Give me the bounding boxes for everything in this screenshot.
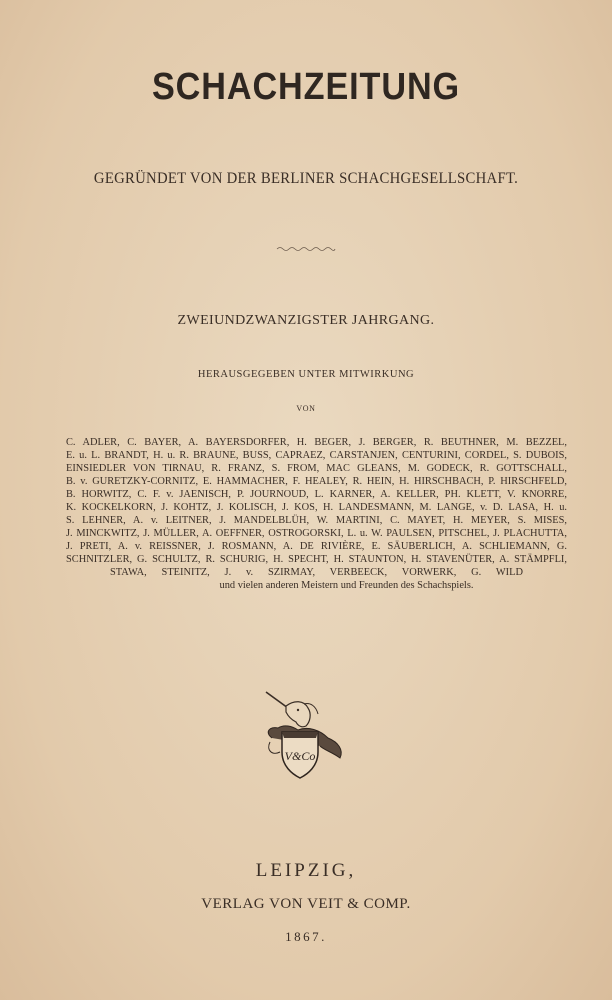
contributor-line: C. ADLER, C. BAYER, A. BAYERSDORFER, H. BEGER, J. BERGER, R. BEUTHNER, M. BEZZEL, (66, 437, 567, 448)
page-title: SCHACHZEITUNG (151, 66, 461, 108)
city: LEIPZIG, (255, 860, 357, 881)
contributor-line: E. u. L. BRANDT, H. u. R. BRAUNE, BUSS, CAPRAEZ, CARSTANJEN, CENTURINI, CORDEL, S. DUBOIS, (66, 450, 567, 461)
von-label: VON (296, 404, 316, 413)
emblem-monogram: V&Co (284, 749, 316, 763)
contributor-line: K. KOCKELKORN, J. KOHTZ, J. KOLISCH, J. KOS, H. LANDESMANN, M. LANGE, v. D. LASA, H. u. (66, 502, 567, 513)
contributor-line: J. PRETI, A. v. REISSNER, J. ROSMANN, A. DE RIVIÈRE, E. SÄUBERLICH, A. SCHLIEMANN, G. (66, 541, 567, 552)
contributor-line: SCHNITZLER, G. SCHULTZ, R. SCHURIG, H. SPECHT, H. STAUNTON, H. STAVENÜTER, A. STÄMPFLI, (66, 554, 567, 565)
unicorn-emblem-icon (258, 686, 348, 782)
contributors-list (66, 436, 567, 592)
decorative-rule (276, 246, 336, 252)
contributors-closing: und vielen anderen Meistern und Freunden des Schachspiels. (219, 580, 474, 591)
publisher: VERLAG VON VEIT & COMP. (201, 896, 411, 912)
contributor-line: S. LEHNER, A. v. LEITNER, J. MANDELBLÜH, W. MARTINI, C. MAYET, H. MEYER, S. MISES, (66, 515, 567, 526)
contributor-line: B. v. GURETZKY-CORNITZ, E. HAMMACHER, F. HEALEY, R. HEIN, H. HIRSCHBACH, P. HIRSCHFELD, (66, 476, 567, 487)
contributor-line: EINSIEDLER VON TIRNAU, R. FRANZ, S. FROM, MAC GLEANS, M. GODECK, R. GOTTSCHALL, (66, 463, 567, 474)
publication-year: 1867. (285, 929, 327, 944)
volume-label: ZWEIUNDZWANZIGSTER JAHRGANG. (177, 313, 435, 328)
contributor-line: B. HORWITZ, C. F. v. JAENISCH, P. JOURNOUD, L. KARNER, A. KELLER, PH. KLETT, V. KNORRE, (66, 489, 567, 500)
editors-intro: HERAUSGEGEBEN UNTER MITWIRKUNG (197, 369, 415, 380)
contributor-line: J. MINCKWITZ, J. MÜLLER, A. OEFFNER, OSTROGORSKI, L. u. W. PAULSEN, PITSCHEL, J. PLACHUTTA, (66, 528, 567, 539)
subtitle: GEGRÜNDET VON DER BERLINER SCHACHGESELLSCHAFT. (93, 170, 519, 187)
contributor-line: STAWA, STEINITZ, J. v. SZIRMAY, VERBEECK, VORWERK, G. WILD (110, 567, 523, 578)
